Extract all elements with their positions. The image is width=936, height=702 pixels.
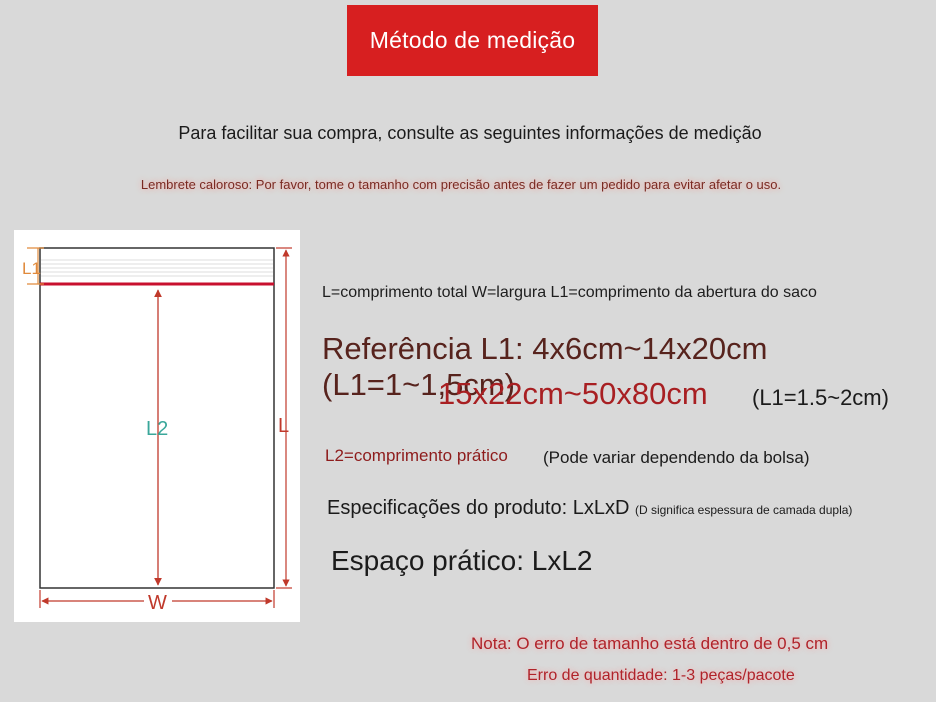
reference-line2-l1: (L1=1.5~2cm)	[752, 385, 889, 410]
label-l1: L1	[22, 259, 41, 278]
bag-diagram-svg	[14, 230, 300, 622]
reminder-text: Lembrete caloroso: Por favor, tome o tamanho com precisão antes de fazer um pedido para evitar afetar o uso.	[140, 177, 782, 192]
reference-line1: Referência L1: 4x6cm~14x20cm (L1=1~1,5cm)	[322, 331, 768, 402]
l2-definition: L2=comprimento prático	[325, 446, 508, 465]
label-w: W	[148, 592, 167, 614]
page-title	[347, 5, 598, 76]
bag-diagram	[14, 230, 300, 622]
specifications-label: Especificações do produto: LxLxD	[327, 497, 630, 519]
label-l: L	[278, 415, 290, 437]
specifications-note: (D significa espessura de camada dupla)	[634, 503, 853, 517]
quantity-error-note: Erro de quantidade: 1-3 peças/pacote	[527, 667, 795, 684]
size-error-note: Nota: O erro de tamanho está dentro de 0,5 cm	[471, 634, 829, 653]
product-specifications	[327, 497, 852, 520]
label-l2: L2	[146, 418, 169, 440]
l2-note: (Pode variar dependendo da bolsa)	[543, 448, 810, 467]
definitions-text: L=comprimento total W=largura L1=comprimento da abertura do saco	[322, 284, 817, 301]
subtitle: Para facilitar sua compra, consulte as seguintes informações de medição	[178, 123, 762, 143]
practical-space: Espaço prático: LxL2	[331, 545, 593, 576]
page-title-text: Método de medição	[369, 27, 576, 53]
reference-line2-size: 15x22cm~50x80cm	[438, 376, 708, 411]
